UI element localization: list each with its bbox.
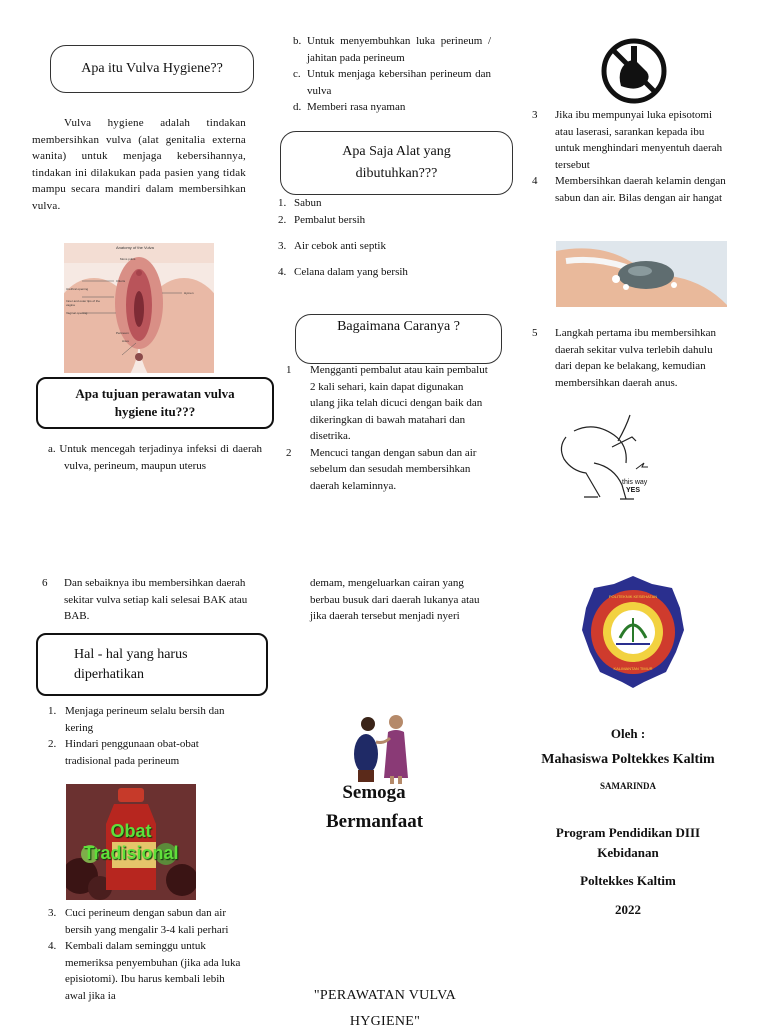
step5-text: Langkah pertama ibu membersihkan daerah sekitar vulva terlebih dahulu dari depan ke belakang, kemudian membersihkan daerah anus. (555, 327, 716, 389)
institution-name: Poltekkes Kaltim (580, 873, 676, 888)
logo-top-text: POLITEKNIK KESEHATAN (608, 594, 658, 599)
step5-number: 5 (532, 327, 538, 339)
notes-list-2 (48, 905, 246, 1004)
note-number: 4. (48, 940, 57, 952)
goal-letter: c. (293, 68, 301, 80)
steps-list (286, 362, 490, 494)
goal-text: Untuk menjaga kebersihan perineum dan vulva (307, 68, 491, 97)
anatomy-illustration (64, 243, 214, 373)
notes-title: Hal - hal yang harus diperhatikan (74, 646, 188, 682)
note-item-1 (48, 703, 244, 736)
author-name: Mahasiswa Poltekkes Kaltim (541, 752, 715, 767)
note-number: 3. (48, 907, 57, 919)
tool-item-2 (278, 212, 488, 238)
anatomy-title: Anatomy of the Vulva (116, 245, 154, 250)
continued-text: demam, mengeluarkan cairan yang berbau busuk dari daerah lukanya atau jika daerah tersebut menjadi nyeri (310, 577, 480, 622)
two-women-icon (352, 712, 414, 784)
anatomy-image (64, 243, 214, 373)
goal-title: Apa tujuan perawatan vulva hygiene itu??? (75, 386, 235, 419)
tool-number: 4. (278, 266, 287, 278)
medicine-caption: Obat Tradisional (83, 821, 179, 863)
anatomy-label-perineum: Perineum (116, 331, 129, 335)
tool-text: Pembalut bersih (294, 214, 366, 226)
notes-box (36, 633, 268, 696)
no-touch-icon (601, 38, 667, 104)
tool-text: Celana dalam yang bersih (294, 266, 408, 278)
step-number: 2 (286, 446, 292, 459)
goal-item-c (293, 66, 491, 99)
notes-list (48, 703, 244, 769)
semoga-text: Semoga Bermanfaat (326, 782, 424, 832)
no-touch-sign (601, 38, 667, 104)
tool-item-3 (278, 238, 488, 264)
anatomy-label-vaginal: Vaginal opening (66, 311, 88, 315)
goal-letter: d. (293, 101, 302, 113)
step-item-2 (286, 445, 490, 495)
handwash-image (556, 241, 727, 307)
step-text: Mencuci tangan dengan sabun dan air sebelum dan sesudah membersihkan daerah kelaminnya. (310, 446, 477, 492)
how-title: Bagaimana Caranya ? (337, 319, 460, 334)
city-name: SAMARINDA (600, 781, 656, 791)
how-bubble (295, 314, 502, 364)
anatomy-label-urethral: Urethral opening (66, 287, 89, 291)
goal-text: Untuk menyembuhkan luka perineum / jahitan pada perineum (307, 35, 491, 64)
logo-emblem (580, 574, 686, 690)
tool-item-4 (278, 264, 488, 281)
step-number: 1 (286, 364, 292, 376)
note-item-3 (48, 905, 246, 938)
goal-item-b (293, 33, 491, 66)
anatomy-label-hymen: Hymen (184, 291, 194, 295)
note-number: 2. (48, 738, 57, 750)
note-text: Hindari penggunaan obat-obat tradisional pada perineum (65, 738, 199, 767)
tool-item-1 (278, 195, 488, 212)
brochure-title: "PERAWATAN VULVA HYGIENE" (313, 988, 457, 1029)
tool-number: 3. (278, 240, 287, 252)
step-text: Membersihkan daerah kelamin dengan sabun dan air. Bilas dengan air hangat (555, 175, 726, 204)
step6-number: 6 (42, 577, 48, 589)
anatomy-label-anus: Anus (122, 339, 129, 343)
goal-text: Memberi rasa nyaman (307, 101, 406, 113)
anatomy-label-mons: Mons pubis (120, 257, 136, 261)
soap-hands-illustration (556, 241, 727, 307)
step-item-3 (532, 107, 728, 173)
tool-text: Air cebok anti septik (294, 240, 386, 252)
goal-a-text: a. Untuk mencegah terjadinya infeksi di daerah vulva, perineum, maupun uterus (48, 443, 262, 472)
steps-list-2 (532, 107, 728, 206)
note-item-4 (48, 938, 246, 1004)
tools-bubble (280, 131, 513, 195)
oleh-label: Oleh : (610, 726, 646, 741)
anatomy-label-clitoris: Clitoris (116, 279, 126, 283)
goal-letter: b. (293, 35, 302, 47)
tool-number: 2. (278, 214, 287, 226)
tools-list (278, 195, 488, 281)
step5-item (532, 325, 728, 391)
traditional-medicine-image (66, 784, 196, 900)
tool-number: 1. (278, 197, 287, 209)
logo-bottom-text: KALIMANTAN TIMUR (613, 666, 653, 671)
definition-text: Vulva hygiene adalah tindakan membersihkan vulva (alat genitalia externa wanita) untuk menjaga kebersihannya, tindakan ini dilakukan pada pasien yang tidak mampu secara mandiri dalam membersihkan vulva. (32, 117, 246, 212)
women-illustration (352, 712, 414, 784)
yes-label: YES (626, 487, 641, 494)
goal-item-d (293, 99, 491, 116)
step-item-1 (286, 362, 490, 445)
step-number: 4 (532, 175, 538, 187)
note-text: Menjaga perineum selalu bersih dan kering (65, 705, 225, 734)
year-text: 2022 (615, 902, 641, 917)
this-way-label: this way (622, 479, 648, 486)
step-number: 3 (532, 109, 538, 121)
note-number: 1. (48, 705, 57, 717)
goal-box (36, 377, 274, 429)
what-is-title: Apa itu Vulva Hygiene?? (81, 61, 223, 76)
step6-text: Dan sebaiknya ibu membersihkan daerah sekitar vulva setiap kali selesai BAK atau BAB. (64, 577, 248, 622)
what-is-bubble (50, 45, 254, 93)
tool-text: Sabun (294, 197, 322, 209)
step6-item (42, 575, 250, 625)
cleaning-direction-image (554, 413, 654, 503)
anatomy-label-lips: Inner and outer lips of the vagina (66, 299, 101, 307)
note-item-2 (48, 736, 244, 769)
step-text: Mengganti pembalut atau kain pembalut 2 kali sehari, kain dapat digunakan ulang jika telah dicuci dengan baik dan dikeringkan di bawah matahari dan disetrika. (310, 364, 488, 442)
step-item-4 (532, 173, 728, 206)
goals-continued (293, 33, 491, 116)
step-text: Jika ibu mempunyai luka episotomi atau laserasi, sarankan kepada ibu untuk menghindari menyentuh daerah tersebut (555, 109, 723, 171)
note-text: Cuci perineum dengan sabun dan air bersih yang mengalir 3-4 kali perhari (65, 907, 229, 936)
note-text: Kembali dalam seminggu untuk memeriksa penyembuhan (jika ada luka episiotomi). Ibu harus kembali lebih awal jika ia (65, 940, 241, 1002)
poltekkes-logo (580, 574, 686, 690)
program-name: Program Pendidikan DIII Kebidanan (555, 825, 701, 860)
tools-title: Apa Saja Alat yang dibutuhkan??? (342, 144, 451, 181)
